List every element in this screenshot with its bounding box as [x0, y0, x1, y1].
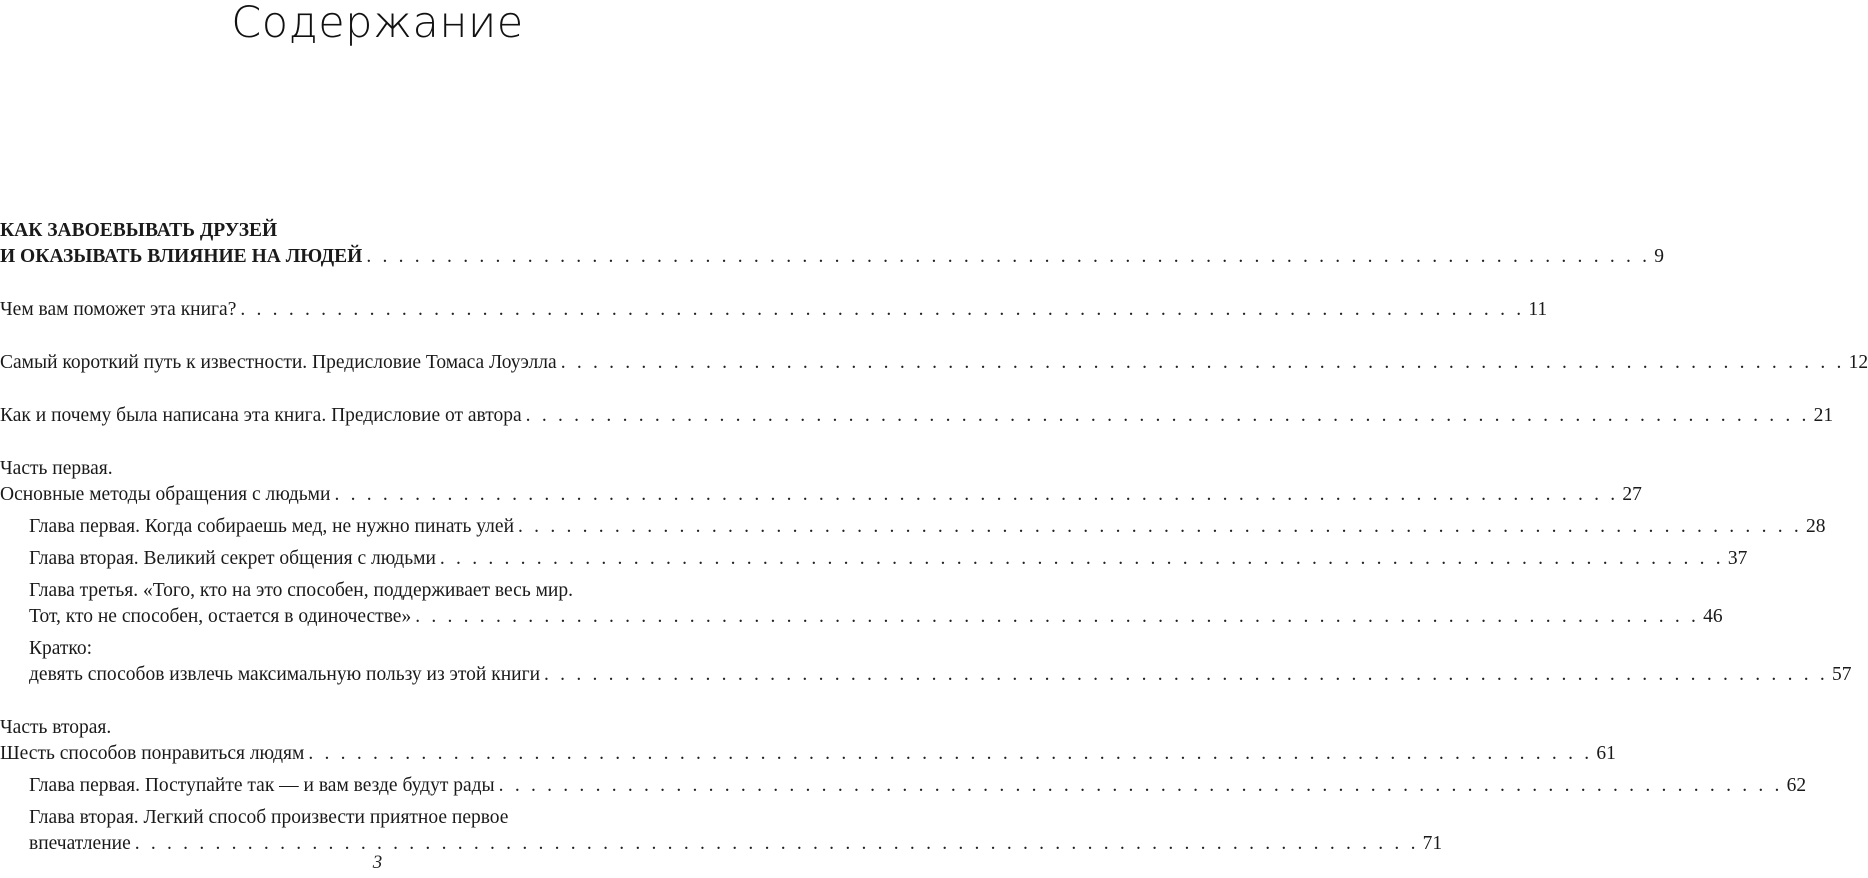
toc-entry-part1-summary[interactable]: [0, 662, 1852, 688]
toc-entry-line: Глава вторая. Легкий способ произвести приятное первое: [29, 807, 509, 828]
toc-page-number: 37: [1727, 548, 1748, 569]
toc-part-heading: Часть вторая.: [0, 717, 112, 738]
leader-dots: . . . . . . . . . . . . . . . . . . . . . . . . . . . . . . . . . . . . . . . . . . . . . . . . . . . . . . . . . . . . . . . . . . . . . . . . . . . . . . . .: [415, 606, 1700, 627]
toc-entry-part1-chapter2[interactable]: [0, 546, 1748, 572]
toc-entry-part-two[interactable]: [0, 741, 1616, 767]
toc-part-heading: Часть первая.: [0, 458, 113, 479]
leader-dots: . . . . . . . . . . . . . . . . . . . . . . . . . . . . . . . . . . . . . . . . . . . . . . . . . . . . . . . . . . . . . . . . . . . . . . . . . . . . . . . .: [439, 548, 1724, 569]
toc-entry-author-preface[interactable]: [0, 403, 1834, 429]
leader-dots: . . . . . . . . . . . . . . . . . . . . . . . . . . . . . . . . . . . . . . . . . . . . . . . . . . . . . . . . . . . . . . . . . . . . . . . . . . . . . . . .: [544, 664, 1828, 685]
toc-entry-label: Самый короткий путь к известности. Предисловие Томаса Лоуэлла: [0, 352, 557, 373]
leader-dots: . . . . . . . . . . . . . . . . . . . . . . . . . . . . . . . . . . . . . . . . . . . . . . . . . . . . . . . . . . . . . . . . . . . . . . . . . . . . . . . .: [518, 516, 1802, 537]
toc-entry-line: Кратко:: [29, 638, 93, 659]
leader-dots: . . . . . . . . . . . . . . . . . . . . . . . . . . . . . . . . . . . . . . . . . . . . . . . . . . . . . . . . . . . . . . . . . . . . . . . . . . . . . . . .: [308, 743, 1593, 764]
page-title: Содержание: [231, 0, 524, 48]
leader-dots: . . . . . . . . . . . . . . . . . . . . . . . . . . . . . . . . . . . . . . . . . . . . . . . . . . . . . . . . . . . . . . . . . . . . . . . . . . . . . . . .: [498, 775, 1783, 796]
toc-entry-line: Глава третья. «Того, кто на это способен, поддерживает весь мир.: [29, 580, 573, 601]
leader-dots: . . . . . . . . . . . . . . . . . . . . . . . . . . . . . . . . . . . . . . . . . . . . . . . . . . . . . . . . . . . . . . . . . . . . . . . . . . . . . . . .: [525, 405, 1810, 426]
toc-entry-label: впечатление: [29, 833, 131, 854]
toc-entry-label: Основные методы обращения с людьми: [0, 484, 331, 505]
leader-dots: . . . . . . . . . . . . . . . . . . . . . . . . . . . . . . . . . . . . . . . . . . . . . . . . . . . . . . . . . . . . . . . . . . . . . . . . . . . . . . . .: [334, 484, 1619, 505]
toc-entry-label: девять способов извлечь максимальную пользу из этой книги: [29, 664, 541, 685]
toc-page-number: 11: [1528, 299, 1548, 320]
toc-entry-label: Глава первая. Поступайте так — и вам везде будут рады: [29, 775, 495, 796]
toc-page-number: 21: [1813, 405, 1834, 426]
toc-entry-main-book[interactable]: [0, 244, 1664, 270]
toc-entry-label: Тот, кто не способен, остается в одиночестве»: [29, 606, 412, 627]
toc-page-number: 12: [1848, 352, 1868, 373]
toc-entry-label: Глава вторая. Великий секрет общения с людьми: [29, 548, 436, 569]
toc-page-number: 57: [1831, 664, 1852, 685]
toc-entry-lowell-preface[interactable]: [0, 350, 1868, 376]
toc-page-number: 62: [1786, 775, 1807, 796]
toc-entry-part-one[interactable]: [0, 482, 1642, 508]
toc-entry-label: Как и почему была написана эта книга. Предисловие от автора: [0, 405, 522, 426]
toc-page-number: 46: [1703, 606, 1723, 627]
leader-dots: . . . . . . . . . . . . . . . . . . . . . . . . . . . . . . . . . . . . . . . . . . . . . . . . . . . . . . . . . . . . . . . . . . . . . . . . . . . . . . . .: [134, 833, 1419, 854]
page-number-footer: 3: [372, 852, 383, 873]
toc-page-number: 28: [1805, 516, 1826, 537]
toc-page-number: 61: [1596, 743, 1616, 764]
toc-entry-title-line: КАК ЗАВОЕВЫВАТЬ ДРУЗЕЙ: [0, 220, 278, 241]
toc-entry-how-book-helps[interactable]: [0, 297, 1548, 323]
toc-page-number: 71: [1422, 833, 1443, 854]
toc-entry-label: И ОКАЗЫВАТЬ ВЛИЯНИЕ НА ЛЮДЕЙ: [0, 246, 363, 267]
toc-page-number: 9: [1654, 246, 1664, 267]
toc-page-number: 27: [1622, 484, 1642, 505]
leader-dots: . . . . . . . . . . . . . . . . . . . . . . . . . . . . . . . . . . . . . . . . . . . . . . . . . . . . . . . . . . . . . . . . . . . . . . . . . . . . . . . .: [366, 246, 1651, 267]
toc-entry-part2-chapter1[interactable]: [0, 773, 1807, 799]
table-of-contents: [0, 218, 1868, 857]
toc-entry-part1-chapter1[interactable]: [0, 514, 1826, 540]
toc-entry-part1-chapter3[interactable]: [0, 604, 1723, 630]
leader-dots: . . . . . . . . . . . . . . . . . . . . . . . . . . . . . . . . . . . . . . . . . . . . . . . . . . . . . . . . . . . . . . . . . . . . . . . . . . . . . . . .: [240, 299, 1525, 320]
toc-entry-label: Глава первая. Когда собираешь мед, не нужно пинать улей: [29, 516, 515, 537]
leader-dots: . . . . . . . . . . . . . . . . . . . . . . . . . . . . . . . . . . . . . . . . . . . . . . . . . . . . . . . . . . . . . . . . . . . . . . . . . . . . . . . .: [560, 352, 1845, 373]
toc-entry-label: Чем вам поможет эта книга?: [0, 299, 237, 320]
toc-entry-label: Шесть способов понравиться людям: [0, 743, 305, 764]
